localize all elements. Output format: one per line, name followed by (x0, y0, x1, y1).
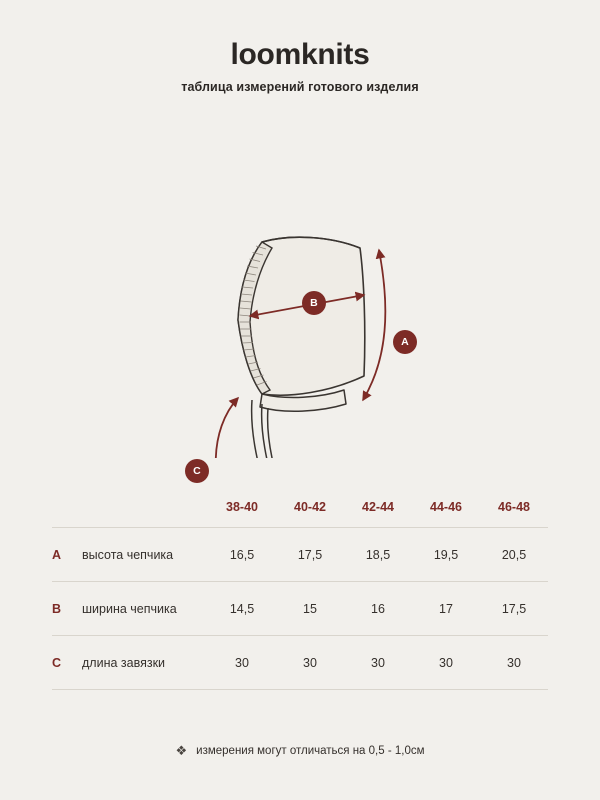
cell-b-40-42: 15 (303, 601, 317, 616)
cell-c-40-42: 30 (303, 655, 317, 670)
row-name-b: ширина чепчика (82, 601, 177, 616)
header-size-38-40: 38-40 (226, 500, 258, 514)
badge-a: A (393, 330, 417, 354)
table-row (52, 636, 548, 690)
cell-a-38-40: 16,5 (229, 547, 255, 562)
page-header (0, 0, 600, 94)
header-letter (52, 487, 82, 528)
bonnet-drawing (0, 108, 600, 458)
cell-a-44-46: 19,5 (433, 547, 459, 562)
measurements-grid (52, 487, 548, 689)
table-bottom-rule (52, 689, 548, 690)
header-size-40-42: 40-42 (294, 500, 326, 514)
cell-b-42-44: 16 (371, 601, 385, 616)
bonnet-illustration (0, 108, 600, 477)
header-size-44-46: 44-46 (430, 500, 462, 514)
asterisk-icon: ❖ (175, 743, 188, 758)
header-size-42-44: 42-44 (362, 500, 394, 514)
cell-c-46-48: 30 (507, 655, 521, 670)
measurements-table (52, 487, 548, 690)
table-header-row (52, 487, 548, 528)
page-subtitle: таблица измерений готового изделия (181, 80, 419, 94)
cell-a-46-48: 20,5 (501, 547, 527, 562)
table-row (52, 528, 548, 582)
row-name-a: высота чепчика (82, 547, 174, 562)
cell-c-38-40: 30 (235, 655, 249, 670)
arrow-c-tie-length (216, 398, 243, 458)
footnote-text: измерения могут отличаться на 0,5 - 1,0см (196, 744, 425, 757)
header-name (82, 487, 208, 528)
row-letter-a: A (52, 547, 62, 562)
table-row (52, 582, 548, 636)
tie-right-inner (268, 408, 295, 458)
row-name-c: длина завязки (82, 655, 166, 670)
footnote (0, 744, 600, 757)
row-letter-c: C (52, 655, 62, 670)
cell-b-38-40: 14,5 (229, 601, 255, 616)
cell-a-42-44: 18,5 (365, 547, 391, 562)
header-size-46-48: 46-48 (498, 500, 530, 514)
cell-b-46-48: 17,5 (501, 601, 527, 616)
tie-left-inner (262, 404, 290, 458)
cell-b-44-46: 17 (439, 601, 453, 616)
cell-c-42-44: 30 (371, 655, 385, 670)
row-letter-b: B (52, 601, 62, 616)
badge-c: C (185, 459, 209, 483)
cell-c-44-46: 30 (439, 655, 453, 670)
brand-title: loomknits (230, 38, 370, 71)
cell-a-40-42: 17,5 (297, 547, 323, 562)
badge-b: B (302, 291, 326, 315)
arrow-a-height (363, 250, 385, 400)
